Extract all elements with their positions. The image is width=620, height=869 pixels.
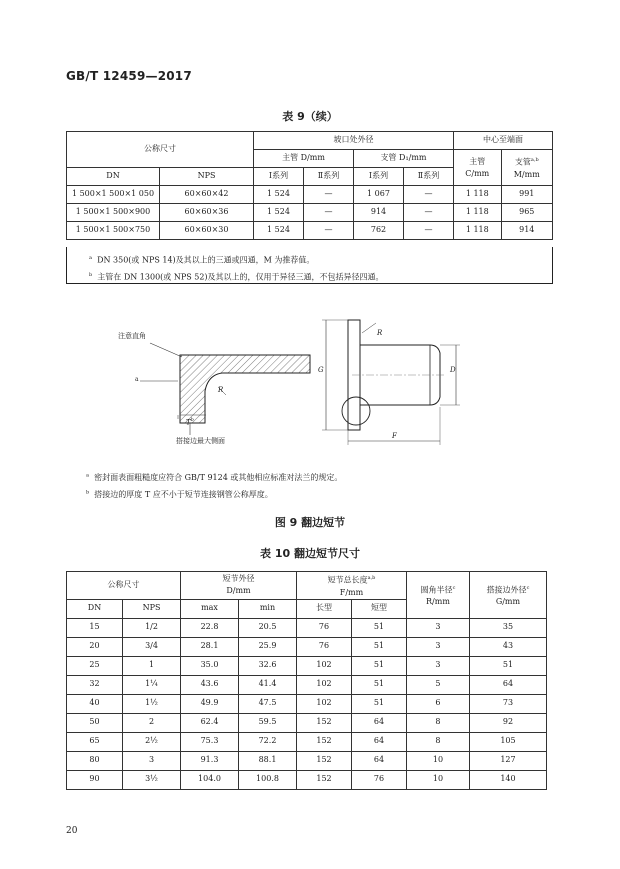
table9-title: 表 9（续） [282, 110, 338, 123]
t9-h-dn: DN [67, 168, 160, 186]
table-cell: 127 [469, 751, 546, 770]
table-row [67, 222, 553, 240]
t9-h-s1: Ⅰ系列 [254, 168, 304, 186]
table-cell: 3 [407, 637, 470, 656]
t9-note-b-mark: b [89, 271, 93, 278]
t9-h-branch2: 支管 [514, 157, 531, 167]
table-cell: 60×60×36 [160, 204, 254, 222]
table-cell: 64 [352, 713, 407, 732]
fig-label-corner: 注意直角 [118, 332, 146, 340]
table-cell: 1 500×1 500×900 [67, 204, 160, 222]
table-row [67, 656, 547, 675]
table-cell: 991 [501, 186, 552, 204]
table-row [67, 637, 547, 656]
table-cell: 1/2 [123, 618, 181, 637]
fig-label-F: F [392, 432, 397, 440]
figure9-drawing [130, 315, 490, 455]
table-cell: 25.9 [239, 637, 297, 656]
table-cell: 152 [297, 732, 352, 751]
table-cell: 3/4 [123, 637, 181, 656]
table-cell: 88.1 [239, 751, 297, 770]
table-cell: 100.8 [239, 770, 297, 789]
table-cell: 102 [297, 656, 352, 675]
table-cell: 75.3 [181, 732, 239, 751]
t9-h-s4: Ⅱ系列 [404, 168, 454, 186]
lap-section-detail [140, 343, 310, 435]
table9-notes [66, 247, 553, 284]
table-row [67, 751, 547, 770]
fig-label-a: a [135, 376, 139, 383]
table-cell: 10 [407, 770, 470, 789]
table-cell: 762 [354, 222, 404, 240]
table-cell: 1 [123, 656, 181, 675]
fig-label-face: 搭接边最大侧面 [176, 437, 225, 445]
t9-h-c: C/mm [465, 168, 490, 178]
table-cell: 104.0 [181, 770, 239, 789]
table-cell: 41.4 [239, 675, 297, 694]
table-cell: 90 [67, 770, 123, 789]
t9-h-main: 主管 D/mm [254, 150, 354, 168]
table-cell: 51 [469, 656, 546, 675]
t10-h-g: 搭接边外径$^c$ G/mm [469, 572, 546, 619]
t9-h-main2: 主管 [469, 156, 486, 166]
table-row [67, 186, 553, 204]
t9-h-nominal: 公称尺寸 [67, 132, 254, 168]
table-cell: 43 [469, 637, 546, 656]
table-cell: 92 [469, 713, 546, 732]
table-cell: 64 [352, 751, 407, 770]
table-cell: 73 [469, 694, 546, 713]
table-cell: 965 [501, 204, 552, 222]
table-cell: 40 [67, 694, 123, 713]
table-cell: 1½ [123, 694, 181, 713]
table-cell: 1 118 [454, 186, 502, 204]
table-cell: 152 [297, 770, 352, 789]
page-number: 20 [66, 826, 78, 836]
table-cell: 1 500×1 500×750 [67, 222, 160, 240]
table-row [67, 204, 553, 222]
table-cell: 35 [469, 618, 546, 637]
t9-h-m-cell [501, 150, 552, 186]
table-cell: 1 118 [454, 204, 502, 222]
t10-h-short: 短型 [352, 599, 407, 618]
table10-title: 表 10 翻边短节尺寸 [260, 547, 360, 560]
t10-h-max: max [181, 599, 239, 618]
t10-h-r: 圆角半径$^c$ R/mm [407, 572, 470, 619]
table-cell: — [304, 204, 354, 222]
table-cell: 1 067 [354, 186, 404, 204]
table-cell: 43.6 [181, 675, 239, 694]
table-cell: 32 [67, 675, 123, 694]
table-cell: 51 [352, 675, 407, 694]
figure-note-a: $^a$ 密封面表面粗糙度应符合 GB/T 9124 或其他相应标准对法兰的规定。 [86, 472, 343, 482]
t9-h-nps: NPS [160, 168, 254, 186]
table-cell: 3 [407, 618, 470, 637]
table-cell: 64 [469, 675, 546, 694]
table-cell: 62.4 [181, 713, 239, 732]
fig-label-R: R [377, 329, 383, 337]
table-cell: 20.5 [239, 618, 297, 637]
table-cell: 10 [407, 751, 470, 770]
table-cell: 152 [297, 713, 352, 732]
t9-note-b: 主管在 DN 1300(或 NPS 52)及其以上的，仅用于异径三通，不包括异径四通。 [97, 272, 384, 282]
table-cell: 2 [123, 713, 181, 732]
t10-h-min: min [239, 599, 297, 618]
table-cell: 8 [407, 713, 470, 732]
t9-h-m: M/mm [513, 169, 540, 179]
table-cell: 1 500×1 500×1 050 [67, 186, 160, 204]
table-cell: 65 [67, 732, 123, 751]
t9-h-branch2-sup: a,b [530, 157, 539, 164]
table-cell: — [404, 222, 454, 240]
table-cell: 8 [407, 732, 470, 751]
table-cell: 20 [67, 637, 123, 656]
table-cell: 76 [297, 618, 352, 637]
table9 [66, 131, 553, 240]
t9-h-branch: 支管 D₁/mm [354, 150, 454, 168]
table-cell: 64 [352, 732, 407, 751]
table-cell: 51 [352, 637, 407, 656]
table-cell: — [304, 222, 354, 240]
table-cell: 5 [407, 675, 470, 694]
t9-h-bevel: 坡口处外径 [254, 132, 454, 150]
table-cell: 15 [67, 618, 123, 637]
table-row [67, 713, 547, 732]
t10-h-dn: DN [67, 599, 123, 618]
table-cell: 76 [352, 770, 407, 789]
table-cell: 3½ [123, 770, 181, 789]
table-cell: 76 [297, 637, 352, 656]
t10-h-nominal: 公称尺寸 [67, 572, 181, 600]
t9-h-c-cell [454, 150, 502, 186]
t10-h-long: 长型 [297, 599, 352, 618]
t9-note-a-mark: a [89, 255, 92, 261]
table-cell: — [404, 186, 454, 204]
table-cell: 1 524 [254, 186, 304, 204]
table-cell: 91.3 [181, 751, 239, 770]
table-cell: 51 [352, 656, 407, 675]
table-row [67, 770, 547, 789]
table-row [67, 675, 547, 694]
table-cell: 6 [407, 694, 470, 713]
table-cell: 105 [469, 732, 546, 751]
table-cell: 25 [67, 656, 123, 675]
t9-h-s2: Ⅱ系列 [304, 168, 354, 186]
t9-note-a: DN 350(或 NPS 14)及其以上的三通或四通，M 为推荐值。 [97, 255, 315, 265]
table-cell: 140 [469, 770, 546, 789]
t10-h-nps: NPS [123, 599, 181, 618]
stub-end-view [322, 320, 460, 445]
table-row [67, 618, 547, 637]
fig-label-R-detail: R [218, 386, 224, 394]
table-cell: 102 [297, 675, 352, 694]
figure9-caption: 图 9 翻边短节 [274, 516, 346, 529]
table-cell: 32.6 [239, 656, 297, 675]
table10 [66, 571, 547, 790]
table-cell: 102 [297, 694, 352, 713]
table-cell: 914 [354, 204, 404, 222]
table-cell: 1¼ [123, 675, 181, 694]
table-cell: 22.8 [181, 618, 239, 637]
table-cell: 152 [297, 751, 352, 770]
t9-h-center: 中心至端面 [454, 132, 553, 150]
t9-h-s3: Ⅰ系列 [354, 168, 404, 186]
t10-h-od: 短节外径 D/mm [181, 572, 297, 600]
table-cell: 914 [501, 222, 552, 240]
table-cell: 51 [352, 694, 407, 713]
document-header: GB/T 12459—2017 [66, 69, 192, 83]
table-row [67, 694, 547, 713]
table-cell: 80 [67, 751, 123, 770]
table-cell: 1 524 [254, 204, 304, 222]
table-cell: 51 [352, 618, 407, 637]
table-cell: 50 [67, 713, 123, 732]
table-cell: 3 [123, 751, 181, 770]
fig-label-G: G [318, 366, 324, 374]
figure-note-b: $^b$ 搭接边的厚度 T 应不小于短节连接钢管公称厚度。 [86, 489, 273, 499]
table-cell: 60×60×30 [160, 222, 254, 240]
table-cell: 47.5 [239, 694, 297, 713]
table-row [67, 732, 547, 751]
table-cell: 1 524 [254, 222, 304, 240]
table-cell: 28.1 [181, 637, 239, 656]
fig-label-tb: $T^b$ [186, 417, 194, 427]
table-cell: — [304, 186, 354, 204]
table-cell: 49.9 [181, 694, 239, 713]
table-cell: — [404, 204, 454, 222]
table-cell: 2½ [123, 732, 181, 751]
table-cell: 72.2 [239, 732, 297, 751]
table-cell: 59.5 [239, 713, 297, 732]
table-cell: 35.0 [181, 656, 239, 675]
table-cell: 60×60×42 [160, 186, 254, 204]
table-cell: 1 118 [454, 222, 502, 240]
table-cell: 3 [407, 656, 470, 675]
t10-h-len: 短节总长度$^{a,b}$ F/mm [297, 572, 407, 600]
fig-label-D: D [450, 366, 456, 374]
